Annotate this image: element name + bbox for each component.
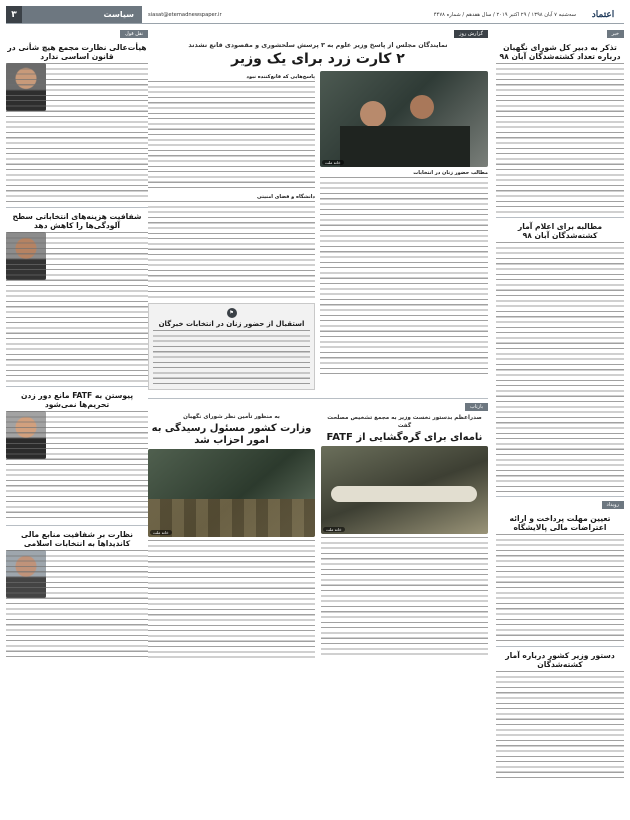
parliament-photo [148, 449, 315, 537]
page-number: ۳ [6, 6, 22, 23]
story-body [148, 540, 315, 660]
divider [496, 646, 624, 647]
box-body [153, 330, 310, 385]
section-title: سیاست [22, 6, 142, 23]
story-body [496, 63, 624, 213]
section-tag-news: خبر [607, 30, 624, 38]
lead-supertitle: نمایندگان مجلس از پاسخ وزیر علوم به ۳ پرسش سلحشوری و مقصودی قانع نشدند [188, 41, 448, 49]
divider [6, 525, 148, 526]
photo-credit: خانه ملت [322, 160, 344, 165]
divider [148, 398, 488, 399]
lead-photo [320, 71, 488, 167]
story-headline[interactable]: تعیین مهلت پرداخت و ارائه اعتراضات مالی پالایشگاه [509, 514, 611, 532]
left-column [6, 30, 148, 816]
quote-body [6, 411, 148, 521]
story-headline[interactable]: نامه‌ای برای گره‌گشایی از FATF [326, 432, 483, 443]
story-body [148, 81, 315, 191]
flag-icon: ⚑ [227, 308, 237, 318]
highlight-box [148, 303, 315, 390]
photo-credit: خانه ملت [150, 530, 172, 535]
divider [6, 386, 148, 387]
story-body [496, 534, 624, 642]
quote-body [6, 232, 148, 382]
story-body [320, 177, 488, 377]
quote-body [6, 550, 148, 660]
story-subhead: پاسخ‌هایی که قانع‌کننده نبود [246, 74, 315, 80]
story-headline[interactable]: تذکر به دبیر کل شورای نگهبان درباره تعداد کشته‌شدگان آبان ۹۸ [499, 43, 621, 61]
divider [6, 207, 148, 208]
quote-headline[interactable]: نظارت بر شفافیت منابع مالی کاندیداها به انتخابات اسلامی [21, 530, 133, 548]
quote-body [6, 63, 148, 203]
story-body [321, 537, 488, 657]
masthead-bar [6, 6, 624, 24]
story-headline[interactable]: مطالبه برای اعلام آمار کشته‌شدگان آبان ۹۸ [517, 222, 603, 240]
box-title[interactable]: استقبال از حضور زنان در انتخابات خبرگان [158, 320, 305, 328]
lead-headline[interactable]: ۲ کارت زرد برای یک وزیر [231, 51, 405, 67]
center-column [148, 30, 488, 816]
section-tag-quote: نقل قول [120, 30, 148, 38]
section-tag-event: رویداد [602, 501, 624, 509]
date-line [142, 6, 582, 23]
story-body [496, 242, 624, 492]
story-body [148, 201, 315, 299]
story-subhead: مطالب حضور زنان در انتخابات [413, 170, 488, 176]
section-tag-echo: بازتاب [465, 403, 488, 411]
story-headline[interactable]: وزارت کشور مسئول رسیدگی به امور احزاب شد [151, 423, 312, 446]
right-column [496, 30, 624, 816]
newspaper-logo: اعتماد [591, 9, 615, 20]
issue-date: سه‌شنبه ۷ آبان ۱۳۹۸ / ۲۹ اکتبر ۲۰۱۹ / سال هفدهم / شماره ۴۴۷۸ [433, 11, 576, 18]
divider [496, 217, 624, 218]
story-headline[interactable]: دستور وزیر کشور درباره آمار کشته‌شدگان [505, 651, 615, 669]
photo-credit: خانه ملت [323, 527, 345, 532]
divider [496, 496, 624, 497]
quote-headline[interactable]: شفافیت هزینه‌های انتخاباتی سطح آلودگی‌ها را کاهش دهد [12, 212, 142, 230]
story-supertitle: صدراعظم بدستور نخست وزیر به مجمع تشخیص مصلحت گفت [327, 415, 482, 429]
story-subhead: دانشگاه و فضای امنیتی [257, 194, 315, 200]
section-email[interactable]: siasat@etemadnewspaper.ir [148, 11, 222, 18]
section-tag-report: گزارش روز [454, 30, 488, 38]
story-body [496, 671, 624, 781]
story-supertitle: به منظور تأمین نظر شورای نگهبان [183, 414, 280, 420]
meeting-photo [321, 446, 488, 534]
quote-headline[interactable]: پیوستن به FATF مانع دور زدن تحریم‌ها نمی‌شود [20, 391, 134, 409]
quote-headline[interactable]: هیأت‌عالی نظارت مجمع هیچ شأنی در قانون اساسی ندارد [7, 43, 147, 61]
